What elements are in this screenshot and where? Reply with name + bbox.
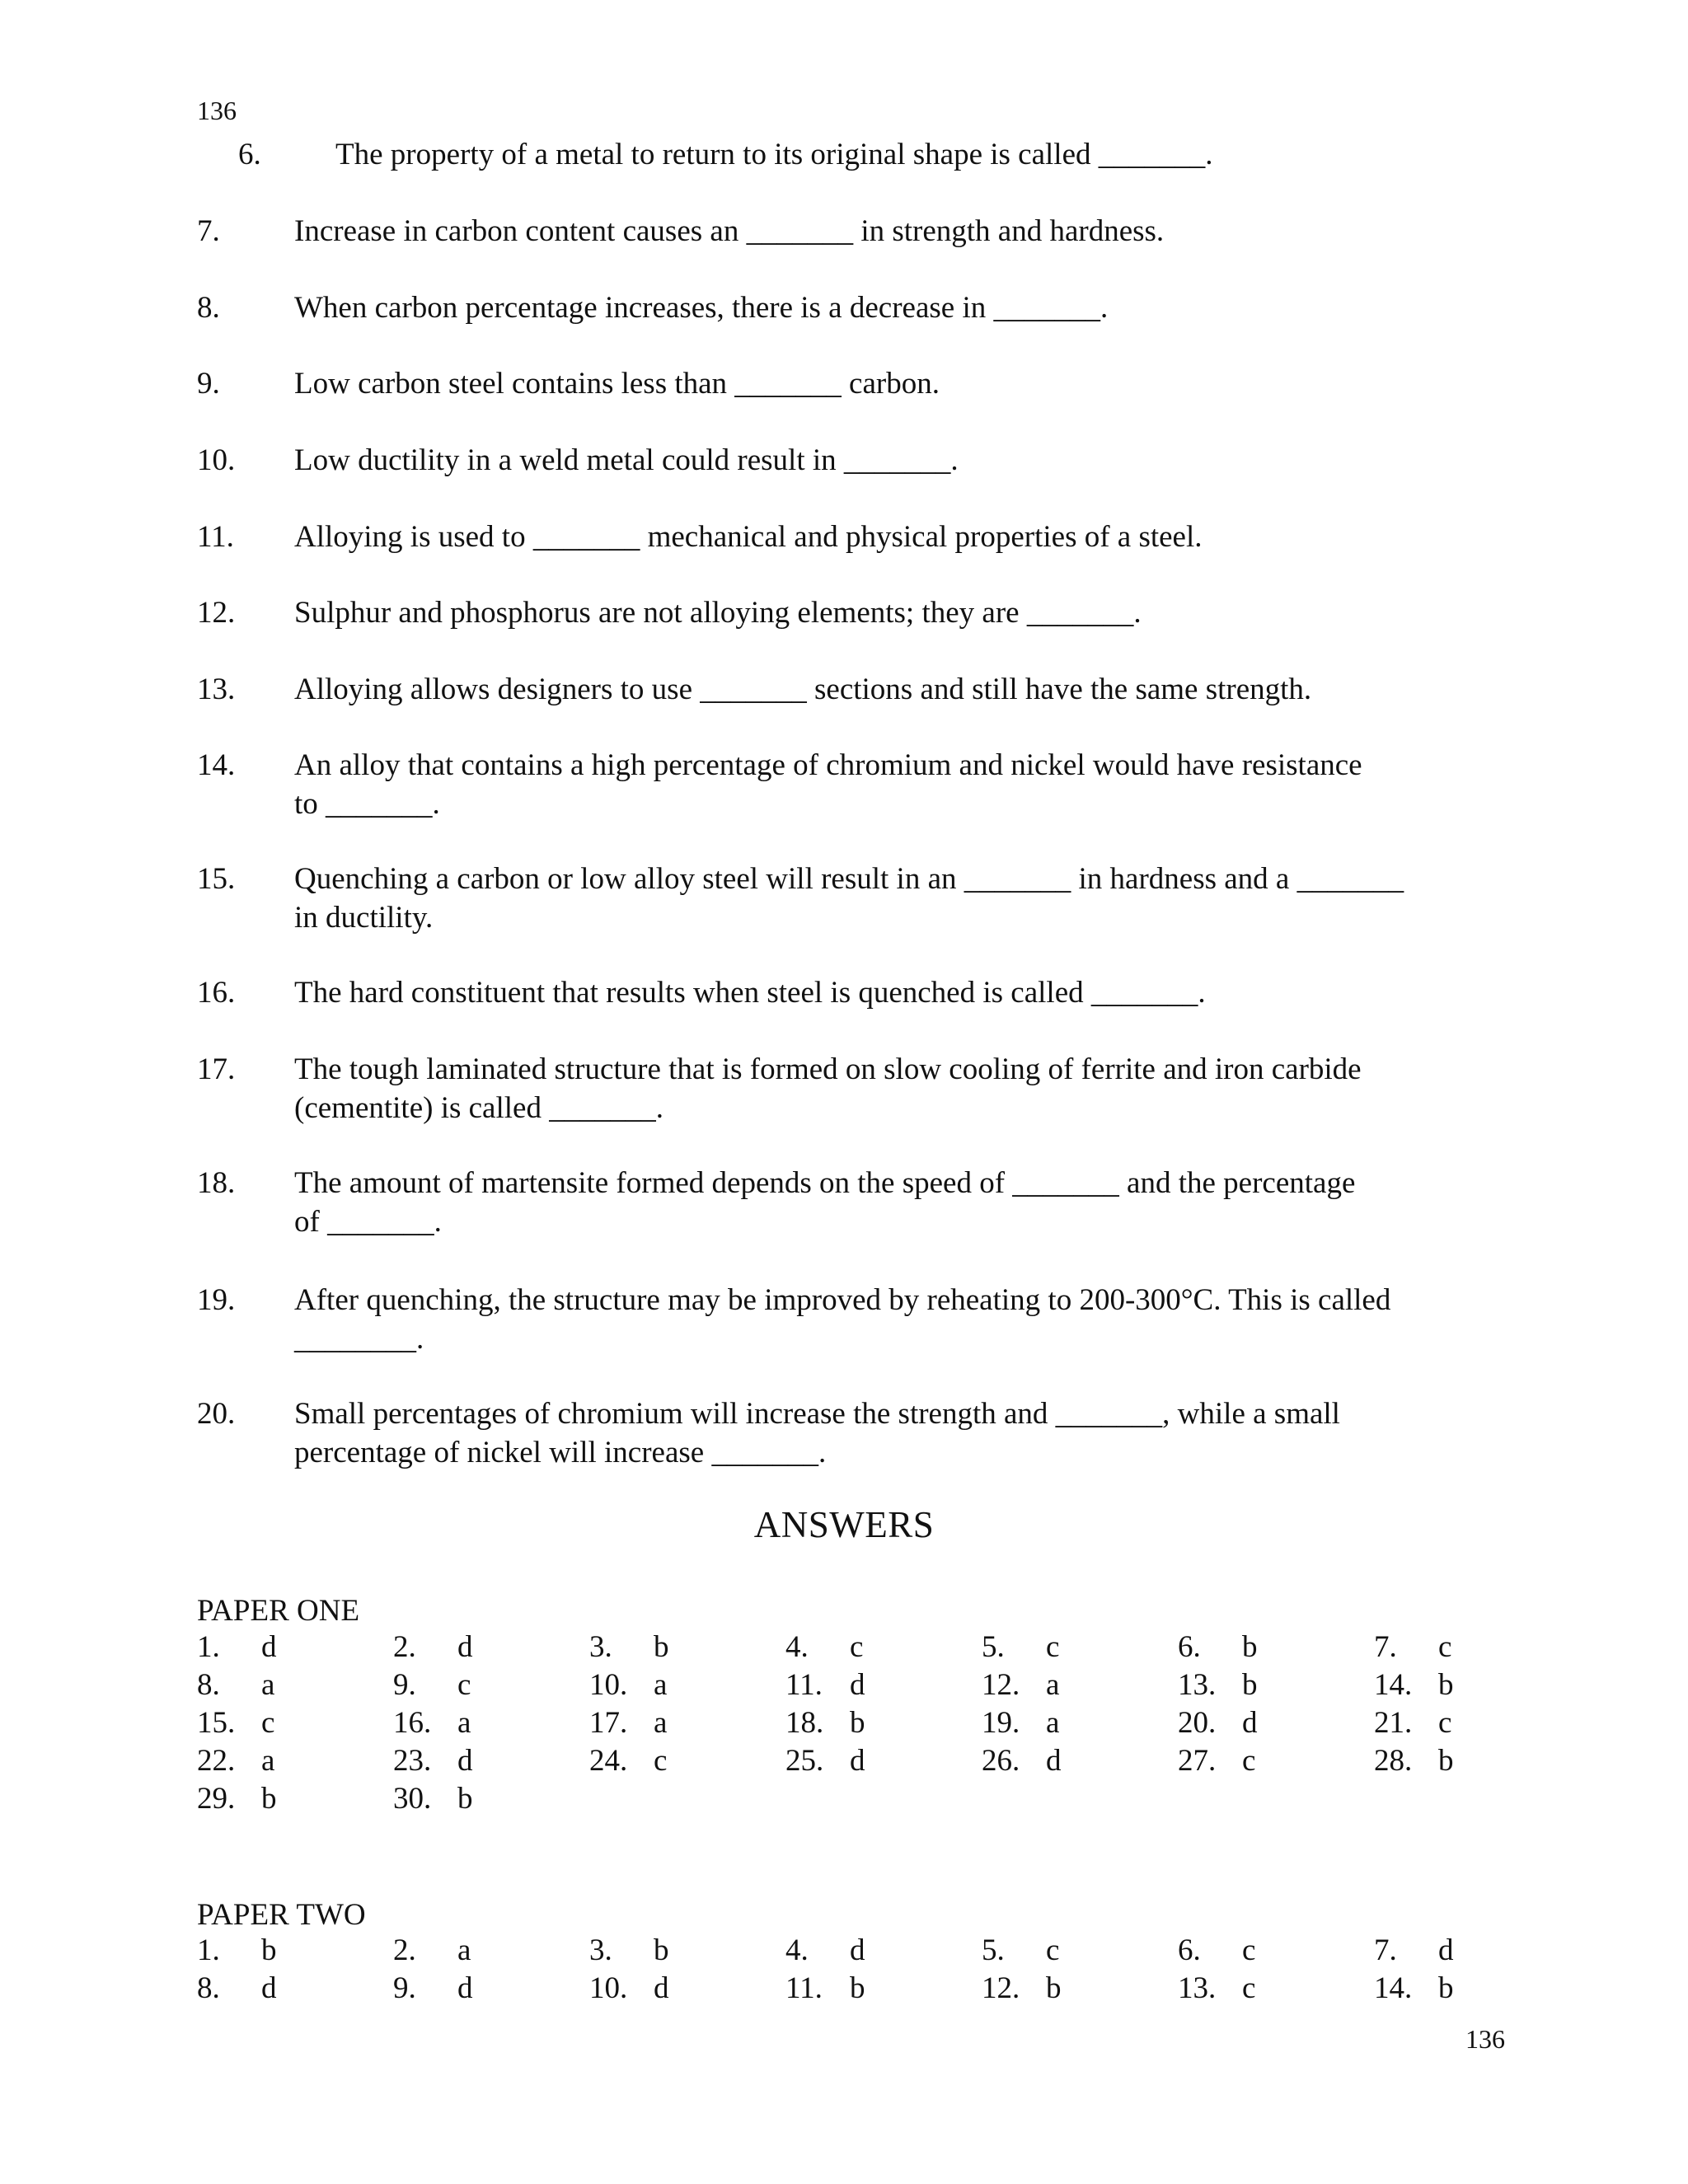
question-text-line: (cementite) is called _______. [294,1091,663,1125]
answer-row [197,1932,1516,1970]
answer-letter: c [457,1668,471,1702]
answer-number: 13. [1178,1668,1217,1702]
question-text [335,135,1688,174]
answer-number: 30. [393,1782,432,1816]
question-text-line: ________. [294,1322,424,1356]
answer-number: 21. [1374,1706,1413,1740]
question-text-line: Sulphur and phosphorus are not alloying elements; they are _______. [294,596,1142,630]
answer-letter: a [654,1706,668,1740]
answer-number: 13. [1178,1971,1217,2005]
answer-number: 27. [1178,1744,1217,1778]
question-text-line: After quenching, the structure may be improved by reheating to 200-300°C. This is called [294,1283,1391,1317]
question-text-line: The tough laminated structure that is formed on slow cooling of ferrite and iron carbide [294,1052,1362,1086]
answers-heading: ANSWERS [753,1504,935,1545]
question-text-line: Alloying is used to _______ mechanical and physical properties of a steel. [294,520,1203,554]
question-number: 6. [238,138,261,171]
question-text [294,593,1688,632]
question-number: 8. [197,291,220,325]
answer-number: 1. [197,1630,220,1664]
answer-number: 8. [197,1971,220,2005]
question-text [294,973,1688,1012]
answer-letter: b [1438,1971,1454,2005]
answer-number: 11. [785,1971,823,2005]
question-text-line: Low carbon steel contains less than _______ carbon. [294,367,940,401]
answer-letter: a [654,1668,668,1702]
paper-one-title: PAPER ONE [197,1594,360,1628]
answer-letter: b [457,1782,473,1816]
answer-letter: b [1242,1668,1258,1702]
question-number: 14. [197,748,236,782]
answer-number: 9. [393,1668,416,1702]
answer-number: 10. [589,1668,628,1702]
question-text-line: The amount of martensite formed depends on the speed of _______ and the percentage [294,1166,1356,1200]
answer-row [197,1704,1516,1742]
answer-letter: c [1242,1933,1256,1967]
answer-letter: a [457,1706,471,1740]
answer-number: 1. [197,1933,220,1967]
answer-row [197,1780,1516,1818]
question-text-line: The property of a metal to return to its original shape is called _______. [335,138,1213,171]
answer-letter: d [654,1971,669,2005]
question-text [294,441,1688,480]
answer-letter: b [850,1706,865,1740]
question-number: 7. [197,214,220,248]
question-number: 17. [197,1052,236,1086]
answer-letter: a [1046,1668,1060,1702]
question-text [294,364,1688,403]
answer-number: 5. [982,1933,1005,1967]
question-text-line: An alloy that contains a high percentage of chromium and nickel would have resistance [294,748,1362,782]
answer-letter: d [850,1933,865,1967]
question-text-line: to _______. [294,787,440,821]
answer-number: 19. [982,1706,1020,1740]
answer-letter: c [1438,1630,1452,1664]
answer-letter: a [457,1933,471,1967]
question-number: 20. [197,1397,236,1431]
question-number: 13. [197,673,236,706]
answer-number: 23. [393,1744,432,1778]
question-number: 12. [197,596,236,630]
answer-number: 20. [1178,1706,1217,1740]
question-text [294,1050,1688,1127]
answer-number: 28. [1374,1744,1413,1778]
answer-letter: b [1046,1971,1062,2005]
answer-letter: a [261,1744,275,1778]
answer-number: 14. [1374,1971,1413,2005]
answer-row [197,1970,1516,2008]
answer-number: 12. [982,1971,1020,2005]
question-text-line: percentage of nickel will increase _______. [294,1436,827,1469]
answer-number: 14. [1374,1668,1413,1702]
answer-letter: d [1046,1744,1062,1778]
answer-letter: c [1046,1630,1060,1664]
page-number-bottom: 136 [1465,2024,1505,2054]
question-text [294,288,1688,327]
answer-number: 9. [393,1971,416,2005]
answer-letter: d [1242,1706,1258,1740]
answer-number: 6. [1178,1933,1201,1967]
answer-letter: c [1242,1971,1256,2005]
answer-letter: b [261,1933,277,1967]
question-text [294,1164,1688,1241]
answer-letter: d [850,1744,865,1778]
answer-letter: c [261,1706,275,1740]
answer-letter: c [1242,1744,1256,1778]
question-text-line: Small percentages of chromium will increase the strength and _______, while a small [294,1397,1340,1431]
answer-row [197,1666,1516,1704]
question-text-line: of _______. [294,1205,442,1239]
answer-number: 8. [197,1668,220,1702]
answer-number: 12. [982,1668,1020,1702]
answer-letter: c [850,1630,864,1664]
answer-number: 15. [197,1706,236,1740]
answer-letter: b [654,1630,669,1664]
question-number: 16. [197,976,236,1010]
answer-number: 18. [785,1706,824,1740]
question-text [294,670,1688,709]
question-text-line: Low ductility in a weld metal could result in _______. [294,443,959,477]
answer-row [197,1629,1516,1666]
answer-number: 2. [393,1933,416,1967]
answer-number: 29. [197,1782,236,1816]
answer-number: 4. [785,1933,809,1967]
question-number: 15. [197,862,236,896]
answer-letter: d [457,1971,473,2005]
answer-number: 3. [589,1630,612,1664]
answer-row [197,1742,1516,1780]
question-text [294,860,1688,937]
question-text [294,212,1688,251]
question-text [294,1394,1688,1472]
answer-letter: d [457,1630,473,1664]
answer-number: 16. [393,1706,432,1740]
answer-letter: a [261,1668,275,1702]
answer-number: 7. [1374,1630,1397,1664]
answer-number: 6. [1178,1630,1201,1664]
question-text-line: Alloying allows designers to use _______ sections and still have the same strength. [294,673,1312,706]
page-number-top: 136 [197,96,237,125]
answer-letter: d [261,1630,277,1664]
question-text [294,1281,1688,1358]
answer-letter: b [261,1782,277,1816]
answer-letter: c [654,1744,668,1778]
question-text-line: The hard constituent that results when steel is quenched is called _______. [294,976,1206,1010]
question-number: 10. [197,443,236,477]
answer-number: 11. [785,1668,823,1702]
question-text-line: Increase in carbon content causes an _______ in strength and hardness. [294,214,1165,248]
question-text-line: Quenching a carbon or low alloy steel will result in an _______ in hardness and a _______ [294,862,1404,896]
answer-letter: d [850,1668,865,1702]
question-number: 11. [197,520,234,554]
question-number: 9. [197,367,220,401]
question-number: 19. [197,1283,236,1317]
answer-number: 4. [785,1630,809,1664]
answer-letter: b [654,1933,669,1967]
answer-number: 5. [982,1630,1005,1664]
question-text-line: When carbon percentage increases, there is a decrease in _______. [294,291,1109,325]
answer-letter: a [1046,1706,1060,1740]
answer-letter: b [1438,1744,1454,1778]
question-text [294,518,1688,556]
answer-letter: d [261,1971,277,2005]
answer-letter: d [1438,1933,1454,1967]
question-number: 18. [197,1166,236,1200]
answer-number: 22. [197,1744,236,1778]
answer-number: 7. [1374,1933,1397,1967]
answer-number: 10. [589,1971,628,2005]
question-text-line: in ductility. [294,901,434,935]
question-text [294,746,1688,823]
answer-letter: b [1242,1630,1258,1664]
answer-number: 17. [589,1706,628,1740]
answer-number: 26. [982,1744,1020,1778]
paper-two-title: PAPER TWO [197,1898,366,1932]
answer-letter: c [1438,1706,1452,1740]
answer-number: 25. [785,1744,824,1778]
answer-letter: c [1046,1933,1060,1967]
answer-number: 3. [589,1933,612,1967]
answer-letter: b [850,1971,865,2005]
answer-letter: d [457,1744,473,1778]
answer-number: 2. [393,1630,416,1664]
answer-number: 24. [589,1744,628,1778]
answer-letter: b [1438,1668,1454,1702]
